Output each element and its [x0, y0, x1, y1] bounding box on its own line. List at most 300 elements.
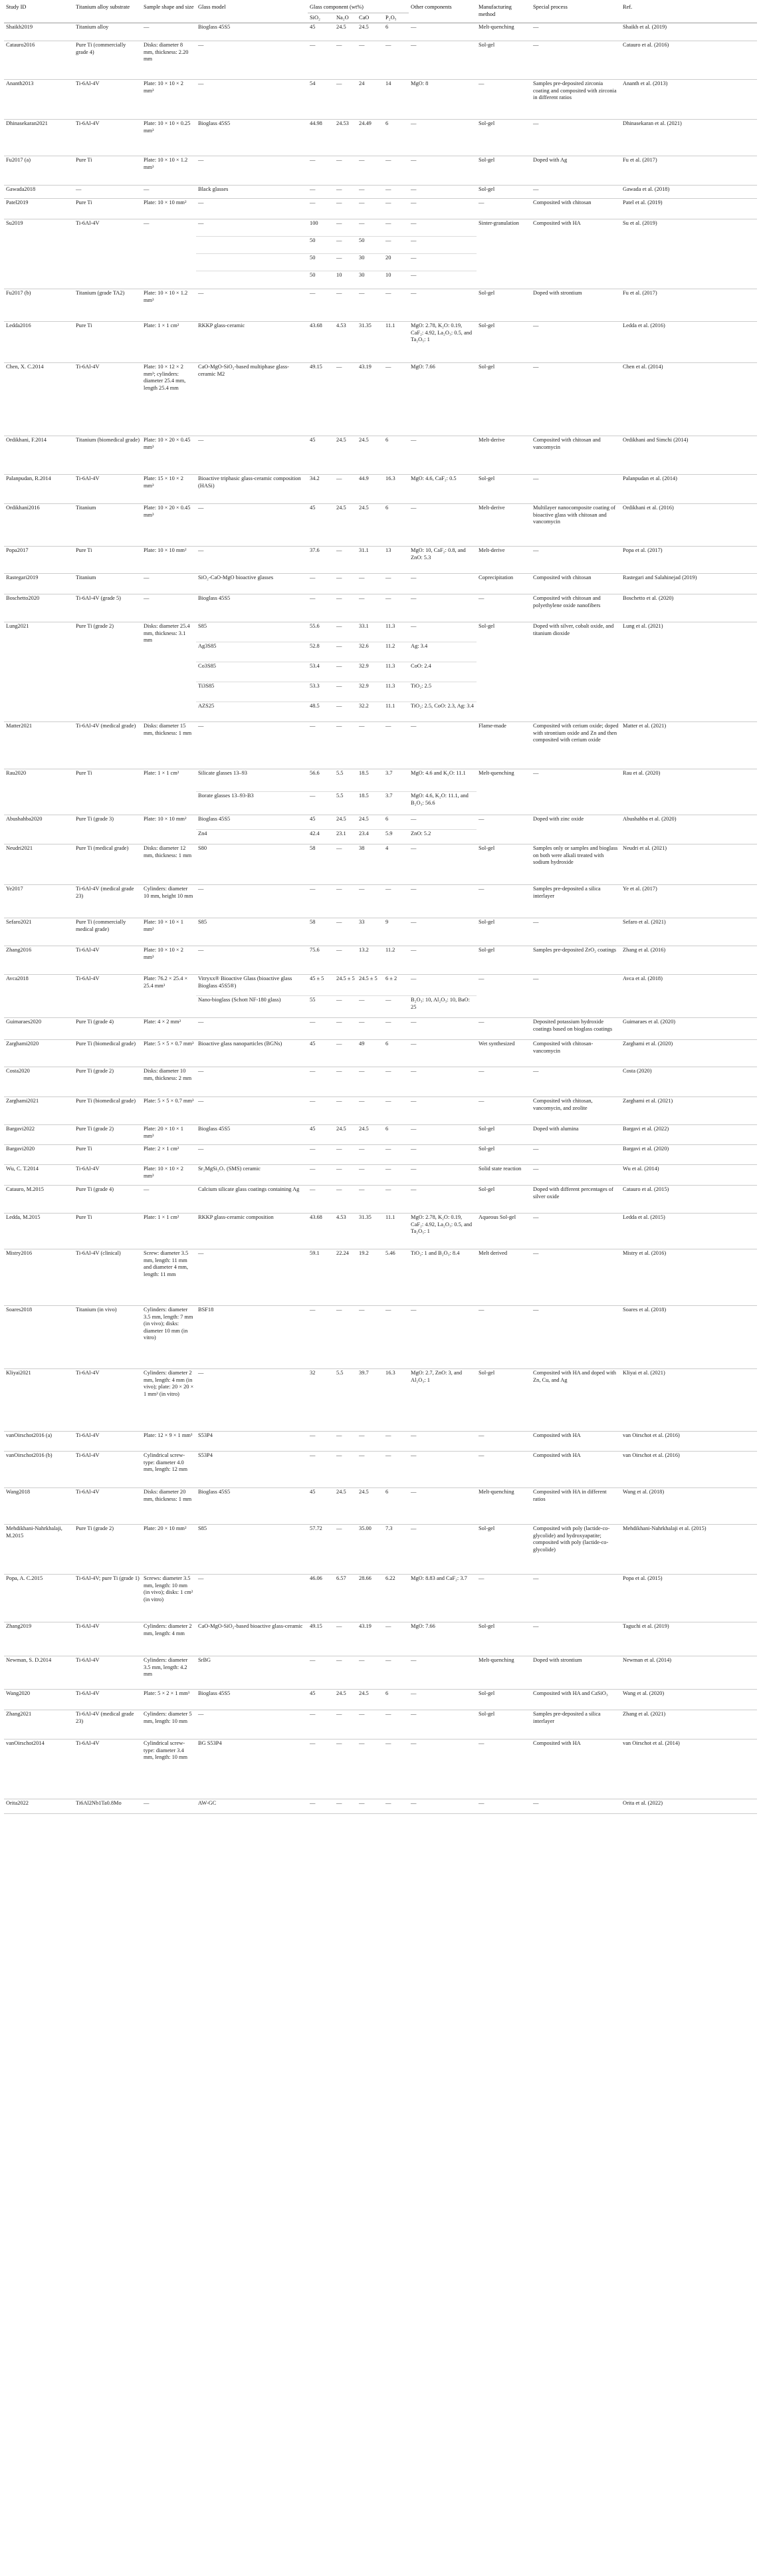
cell-sample: Plate: 10 × 10 × 2 mm³ — [142, 1165, 196, 1186]
cell-p2o5: 6 — [383, 120, 409, 156]
cell-other-components: — — [409, 504, 477, 547]
cell-study-id: Dhinasekaran2021 — [4, 120, 74, 156]
cell-other-components: — — [409, 1125, 477, 1145]
cell-glass-model: Borate glasses 13–93-B3 — [196, 792, 308, 815]
cell-sio2: 50 — [308, 271, 334, 289]
cell-method: Sol-gel — [477, 41, 531, 80]
cell-glass-model: Ti3S85 — [196, 682, 308, 702]
cell-method: Sol-gel — [477, 1186, 531, 1214]
cell-p2o5: 5.46 — [383, 1249, 409, 1306]
cell-other-components: B₂O₃: 10, Al₂O₃: 10, BaO: 25 — [409, 996, 477, 1018]
cell-ref: Chen et al. (2014) — [621, 363, 757, 436]
cell-glass-model: Bioglass 45S5 — [196, 120, 308, 156]
cell-study-id: Rau2020 — [4, 769, 74, 815]
cell-na2o: 24.5 — [334, 1690, 357, 1710]
cell-special-process: Composited with chitosan-vancomycin — [531, 1040, 621, 1067]
table-row — [4, 1432, 757, 1452]
cell-ref: Gawada et al. (2018) — [621, 186, 757, 199]
cell-method: Sol-gel — [477, 1622, 531, 1656]
cell-glass-model: — — [196, 547, 308, 574]
cell-p2o5: 9 — [383, 918, 409, 946]
cell-cao: 32.9 — [357, 662, 383, 682]
cell-special-process: Composited with chitosan — [531, 199, 621, 219]
cell-cao: 24.49 — [357, 120, 383, 156]
cell-sample: Plate: 12 × 9 × 1 mm³ — [142, 1432, 196, 1452]
cell-method: Melt-quenching — [477, 769, 531, 815]
cell-sio2: 50 — [308, 237, 334, 254]
cell-na2o: 24.53 — [334, 120, 357, 156]
cell-glass-model: — — [196, 1710, 308, 1739]
cell-ref: Wang et al. (2018) — [621, 1488, 757, 1525]
cell-cao: 23.4 — [357, 830, 383, 844]
cell-study-id: Mistry2016 — [4, 1249, 74, 1306]
table-row — [4, 722, 757, 769]
header-study-id: Study ID — [4, 1, 74, 23]
table-row — [4, 322, 757, 363]
table-row — [4, 1525, 757, 1575]
header-other: Other components — [409, 1, 477, 23]
cell-na2o: — — [334, 254, 357, 271]
cell-sample: Plate: 15 × 10 × 2 mm³ — [142, 475, 196, 504]
cell-glass-model: Bioglass 45S5 — [198, 816, 231, 823]
cell-special-process: Doped with zinc oxide — [531, 815, 621, 844]
cell-glass-model: — — [196, 722, 308, 769]
cell-ref: Guimaraes et al. (2020) — [621, 1018, 757, 1040]
cell-na2o: — — [334, 41, 357, 80]
cell-sio2: 53.4 — [308, 662, 334, 682]
cell-na2o: — — [334, 574, 357, 594]
cell-alloy: Pure Ti — [74, 156, 142, 186]
cell-p2o5: 6.22 — [383, 1575, 409, 1622]
cell-other-components: ZnO: 5.2 — [409, 830, 477, 844]
cell-na2o: — — [334, 475, 357, 504]
cell-na2o: 10 — [334, 271, 357, 289]
cell-sio2: — — [308, 289, 334, 322]
table-row — [4, 1249, 757, 1306]
header-glass-component: Glass component (wt%) — [308, 1, 409, 13]
cell-na2o: — — [334, 1018, 357, 1040]
cell-cao: 30 — [357, 271, 383, 289]
cell-p2o5: 4 — [383, 844, 409, 885]
cell-other-components: MgO: 4.6, K₂O: 11.1, and B₂O₃: 56.6 — [409, 792, 477, 815]
cell-special-process: Samples pre-deposited a silica interlayer — [531, 885, 621, 918]
cell-other-components: — — [409, 1710, 477, 1739]
cell-method: Melt-quenching — [477, 1488, 531, 1525]
cell-special-process: — — [531, 1214, 621, 1249]
cell-method: — — [477, 80, 531, 120]
cell-sio2: — — [308, 885, 334, 918]
cell-special-process: Doped with Ag — [531, 156, 621, 186]
cell-other-components: — — [411, 816, 417, 823]
cell-sio2: — — [308, 1097, 334, 1125]
cell-sio2: — — [308, 1432, 334, 1452]
cell-glass-model: Sr₂MgSi₂O₇ (SMS) ceramic — [196, 1165, 308, 1186]
cell-other-components: — — [409, 1739, 477, 1799]
cell-study-id: Wang2020 — [4, 1690, 74, 1710]
cell-p2o5: — — [383, 1710, 409, 1739]
cell-p2o5: 10 — [383, 271, 409, 289]
cell-cao: 50 — [357, 237, 383, 254]
cell-glass-model: — — [196, 80, 308, 120]
table-row — [4, 186, 757, 199]
cell-glass-model: — — [196, 41, 308, 80]
cell-method: — — [477, 1452, 531, 1488]
cell-na2o: — — [334, 80, 357, 120]
cell-ref: Fu et al. (2017) — [621, 289, 757, 322]
cell-sample: — — [142, 1799, 196, 1814]
cell-sio2: 45 — [308, 1488, 334, 1525]
cell-na2o: 24.5 — [334, 436, 357, 475]
cell-study-id: Chen, X. C.2014 — [4, 363, 74, 436]
cell-alloy: Pure Ti — [74, 769, 142, 815]
cell-other-components: MgO: 4.6, CaF₂: 0.5 — [409, 475, 477, 504]
cell-study-id: Bargavi2022 — [4, 1125, 74, 1145]
cell-method: Flame-made — [477, 722, 531, 769]
cell-special-process: — — [531, 1067, 621, 1097]
cell-sample: Plate: 10 × 10 × 1 mm³ — [142, 918, 196, 946]
cell-sample: — — [142, 23, 196, 41]
cell-alloy: Ti-6Al-4V — [74, 1488, 142, 1525]
cell-alloy: Titanium (in vivo) — [74, 1306, 142, 1369]
cell-alloy: Pure Ti (grade 4) — [74, 1186, 142, 1214]
cell-ref: Bargavi et al. (2022) — [621, 1125, 757, 1145]
cell-na2o: 6.57 — [334, 1575, 357, 1622]
cell-na2o: 24.5 — [334, 1125, 357, 1145]
cell-method: — — [477, 1067, 531, 1097]
cell-sio2: 75.6 — [308, 946, 334, 975]
cell-ref: Abushahba et al. (2020) — [621, 815, 757, 844]
cell-alloy: Titanium alloy — [74, 23, 142, 41]
cell-special-process: Composited with chitosan and vancomycin — [531, 436, 621, 475]
cell-cao: 31.35 — [357, 1214, 383, 1249]
cell-special-process: Samples pre-deposited a silica interlayer — [531, 1710, 621, 1739]
cell-method: Sol-gel — [477, 1145, 531, 1165]
cell-study-id: Ananth2013 — [4, 80, 74, 120]
header-method: Manufacturing method — [477, 1, 531, 23]
cell-sio2: — — [308, 1067, 334, 1097]
cell-other-components: — — [409, 722, 477, 769]
cell-p2o5: 7.3 — [383, 1525, 409, 1575]
cell-glass-model: — — [196, 289, 308, 322]
cell-p2o5: — — [383, 1186, 409, 1214]
cell-na2o: — — [334, 1656, 357, 1690]
cell-p2o5: 20 — [383, 254, 409, 271]
cell-sample: Cylinders: diameter 2 mm, length: 4 mm (in vivo); plate: 20 × 20 × 1 mm³ (in vitro) — [142, 1369, 196, 1432]
cell-sio2: — — [308, 156, 334, 186]
cell-other-components: — — [409, 1018, 477, 1040]
cell-study-id: Gawada2018 — [4, 186, 74, 199]
cell-study-id: Rastegari2019 — [4, 574, 74, 594]
cell-glass-model: RKKP glass-ceramic — [196, 322, 308, 363]
cell-ref: Ledda et al. (2016) — [621, 322, 757, 363]
cell-other-components: MgO: 8 — [409, 80, 477, 120]
cell-sample: Disks: diameter 15 mm, thickness: 1 mm — [142, 722, 196, 769]
cell-glass-model: S85 — [196, 1525, 308, 1575]
cell-na2o: 23.1 — [334, 830, 357, 844]
cell-glass-model: RKKP glass-ceramic composition — [196, 1214, 308, 1249]
cell-sio2: 58 — [308, 918, 334, 946]
cell-na2o: — — [334, 1306, 357, 1369]
cell-sio2: — — [308, 1165, 334, 1186]
cell-alloy: Pure Ti (medical grade) — [74, 844, 142, 885]
cell-other-components: TiO₂: 2.5, CoO: 2.3, Ag: 3.4 — [409, 702, 477, 722]
table-row — [4, 622, 757, 642]
cell-sample: Plate: 10 × 10 mm² — [142, 199, 196, 219]
cell-p2o5: 11.3 — [383, 682, 409, 702]
table-row — [4, 815, 757, 830]
cell-special-process: Composited with poly (lactide-co-glycolide) and hydroxyapatite; composited with poly (lactide-co-glycolide) — [531, 1525, 621, 1575]
cell-p2o5: — — [383, 722, 409, 769]
header-sample: Sample shape and size — [142, 1, 196, 23]
cell-p2o5: — — [383, 1622, 409, 1656]
cell-method: Sinter-granulation — [477, 219, 531, 289]
cell-alloy: Pure Ti (grade 4) — [74, 1018, 142, 1040]
cell-sample: Plate: 5 × 5 × 0.7 mm³ — [142, 1097, 196, 1125]
cell-cao: — — [357, 1018, 383, 1040]
cell-sio2: 49.15 — [308, 1622, 334, 1656]
cell-cao: — — [357, 1165, 383, 1186]
cell-sio2: 57.72 — [308, 1525, 334, 1575]
cell-method: Melt-derive — [477, 436, 531, 475]
cell-cao: 43.19 — [357, 363, 383, 436]
cell-cao: 24.5 ± 5 — [359, 975, 378, 982]
cell-na2o: 24.5 ± 5 — [336, 975, 355, 982]
cell-other-components: — — [409, 1656, 477, 1690]
cell-p2o5: 11.2 — [383, 946, 409, 975]
table-row — [4, 1369, 757, 1432]
cell-ref: Shaikh et al. (2019) — [621, 23, 757, 41]
cell-glass-model: Bioglass 45S5 — [196, 1488, 308, 1525]
table-row — [4, 1145, 757, 1165]
cell-p2o5: 11.3 — [385, 623, 395, 630]
cell-study-id: Zarghami2021 — [4, 1097, 74, 1125]
cell-sample: Plate: 76.2 × 25.4 × 25.4 mm³ — [142, 975, 196, 1018]
cell-ref: Neudri et al. (2021) — [621, 844, 757, 885]
cell-cao: 18.5 — [359, 770, 369, 777]
cell-sio2: 59.1 — [308, 1249, 334, 1306]
study-table — [4, 1, 757, 1814]
cell-method: Sol-gel — [477, 186, 531, 199]
cell-method: Solid state reaction — [477, 1165, 531, 1186]
cell-sio2: — — [308, 1799, 334, 1814]
cell-sio2: 43.68 — [308, 322, 334, 363]
cell-alloy: Ti6Al2Nb1Ta0.8Mo — [74, 1799, 142, 1814]
cell-ref: Patel et al. (2019) — [621, 199, 757, 219]
cell-p2o5: — — [383, 199, 409, 219]
cell-cao: — — [357, 722, 383, 769]
cell-p2o5: 6 — [383, 436, 409, 475]
cell-sio2: — — [308, 1452, 334, 1488]
cell-cao: — — [357, 996, 383, 1018]
cell-cao: 49 — [357, 1040, 383, 1067]
cell-special-process: Samples pre-deposited ZrO₂ coatings — [531, 946, 621, 975]
table-row — [4, 1739, 757, 1799]
cell-sample: Cylinders: diameter 2 mm, length: 4 mm — [142, 1622, 196, 1656]
cell-other-components: — — [409, 1432, 477, 1452]
header-na2o: Na₂O — [334, 13, 357, 23]
cell-p2o5: 16.3 — [383, 1369, 409, 1432]
header-p2o5: P₂O₅ — [383, 13, 409, 23]
cell-na2o: — — [334, 1067, 357, 1097]
cell-ref: Zarghami et al. (2021) — [621, 1097, 757, 1125]
cell-sio2: 100 — [310, 220, 318, 227]
cell-cao: 13.2 — [357, 946, 383, 975]
cell-study-id: Ye2017 — [4, 885, 74, 918]
cell-study-id: Wu, C. T.2014 — [4, 1165, 74, 1186]
cell-cao: 19.2 — [357, 1249, 383, 1306]
table-row — [4, 219, 757, 237]
cell-sio2: — — [308, 41, 334, 80]
cell-alloy: Ti-6Al-4V — [74, 120, 142, 156]
cell-study-id: Popa2017 — [4, 547, 74, 574]
cell-study-id: vanOirschot2014 — [4, 1739, 74, 1799]
cell-study-id: Su2019 — [4, 219, 74, 289]
cell-ref: Mistry et al. (2016) — [621, 1249, 757, 1306]
cell-sample: — — [142, 1186, 196, 1214]
cell-na2o: — — [334, 1452, 357, 1488]
cell-method: — — [477, 1306, 531, 1369]
cell-sio2: 56.6 — [310, 770, 320, 777]
cell-ref: van Oirschot et al. (2014) — [621, 1739, 757, 1799]
cell-glass-model: AW-GC — [196, 1799, 308, 1814]
cell-p2o5: 5.9 — [383, 830, 409, 844]
cell-glass-model: — — [196, 199, 308, 219]
cell-sample: Disks: diameter 25.4 mm, thickness: 3.1 mm — [142, 622, 196, 722]
cell-method: — — [477, 975, 531, 1018]
cell-cao: 24.5 — [357, 504, 383, 547]
cell-alloy: Ti-6Al-4V — [74, 475, 142, 504]
cell-other-components: — — [409, 199, 477, 219]
cell-sio2: 45 — [308, 436, 334, 475]
cell-sio2: — — [308, 199, 334, 219]
cell-p2o5: — — [383, 1432, 409, 1452]
cell-sio2: 49.15 — [308, 363, 334, 436]
cell-sio2: 52.8 — [308, 642, 334, 662]
cell-alloy: Ti-6Al-4V — [74, 80, 142, 120]
cell-p2o5: 3.7 — [385, 770, 393, 777]
cell-p2o5: — — [383, 1306, 409, 1369]
cell-other-components: — — [411, 975, 417, 982]
cell-cao: — — [357, 156, 383, 186]
cell-ref: Fu et al. (2017) — [621, 156, 757, 186]
cell-special-process: — — [531, 547, 621, 574]
table-row — [4, 1125, 757, 1145]
cell-other-components: MgO: 8.83 and CaF₂: 3.7 — [409, 1575, 477, 1622]
cell-special-process: Composited with HA — [531, 219, 621, 289]
cell-na2o: — — [334, 156, 357, 186]
cell-special-process: — — [531, 1622, 621, 1656]
cell-glass-model: S53P4 — [196, 1452, 308, 1488]
cell-p2o5: 11.1 — [383, 1214, 409, 1249]
cell-na2o: — — [334, 1145, 357, 1165]
cell-ref: Su et al. (2019) — [621, 219, 757, 289]
cell-sio2: 44.98 — [308, 120, 334, 156]
cell-cao: — — [357, 1432, 383, 1452]
cell-alloy: Pure Ti (grade 2) — [74, 1525, 142, 1575]
cell-method: — — [477, 885, 531, 918]
cell-na2o: — — [334, 237, 357, 254]
cell-other-components: — — [409, 237, 477, 254]
cell-method: Sol-gel — [477, 1690, 531, 1710]
cell-cao: 33 — [357, 918, 383, 946]
cell-method: Sol-gel — [477, 1369, 531, 1432]
cell-sample: Plate: 1 × 1 cm² — [142, 1214, 196, 1249]
cell-glass-model: — — [196, 1575, 308, 1622]
cell-method: — — [477, 1739, 531, 1799]
table-row — [4, 1799, 757, 1814]
cell-na2o: — — [334, 642, 357, 662]
cell-cao: — — [357, 1097, 383, 1125]
cell-other-components: — — [409, 120, 477, 156]
cell-glass-model: Black glasses — [196, 186, 308, 199]
cell-other-components: — — [409, 436, 477, 475]
cell-alloy: Ti-6Al-4V — [74, 1369, 142, 1432]
cell-ref: Dhinasekaran et al. (2021) — [621, 120, 757, 156]
cell-na2o: — — [334, 722, 357, 769]
cell-p2o5: — — [383, 885, 409, 918]
cell-alloy: Pure Ti (commercially grade 4) — [74, 41, 142, 80]
cell-method: Sol-gel — [477, 289, 531, 322]
cell-glass-model: Zn4 — [196, 830, 308, 844]
cell-other-components: MgO: 2.7, ZnO: 3, and Al₂O₃: 1 — [409, 1369, 477, 1432]
cell-other-components: MgO: 2.78, K₂O: 0.19, CaF₂: 4.92, La₂O₃: 0.5, and Ta₂O₅: 1 — [409, 322, 477, 363]
cell-other-components: — — [409, 289, 477, 322]
cell-cao: 24 — [357, 80, 383, 120]
cell-ref: Bargavi et al. (2020) — [621, 1145, 757, 1165]
cell-p2o5: — — [383, 1799, 409, 1814]
cell-na2o: 4.53 — [334, 322, 357, 363]
cell-sio2: — — [308, 1145, 334, 1165]
cell-glass-model: — — [196, 1018, 308, 1040]
cell-na2o: — — [334, 1040, 357, 1067]
cell-method: Sol-gel — [477, 363, 531, 436]
cell-p2o5: 14 — [383, 80, 409, 120]
header-sio2: SiO₂ — [308, 13, 334, 23]
cell-other-components: — — [409, 254, 477, 271]
cell-method: Melt-derive — [477, 547, 531, 574]
cell-glass-model: Bioglass 45S5 — [196, 1125, 308, 1145]
table-row — [4, 547, 757, 574]
cell-p2o5: — — [383, 594, 409, 622]
cell-p2o5: — — [383, 1067, 409, 1097]
cell-other-components: — — [409, 1525, 477, 1575]
cell-ref: Ananth et al. (2013) — [621, 80, 757, 120]
cell-special-process: Doped with alumina — [531, 1125, 621, 1145]
cell-other-components: — — [411, 220, 417, 227]
cell-na2o: — — [334, 1432, 357, 1452]
cell-cao: 24.5 — [359, 816, 369, 823]
cell-ref: Orita et al. (2022) — [621, 1799, 757, 1814]
cell-p2o5: — — [383, 996, 409, 1018]
cell-sio2: 45 ± 5 — [310, 975, 324, 982]
cell-alloy: Pure Ti (grade 3) — [74, 815, 142, 844]
cell-sample: — — [142, 219, 196, 289]
cell-study-id: Zhang2021 — [4, 1710, 74, 1739]
cell-glass-model: S80 — [196, 844, 308, 885]
cell-ref: Kliyai et al. (2021) — [621, 1369, 757, 1432]
cell-alloy: Ti-6Al-4V — [74, 1622, 142, 1656]
cell-special-process: Doped with different percentages of silver oxide — [531, 1186, 621, 1214]
cell-sio2: 46.06 — [308, 1575, 334, 1622]
cell-ref: van Oirschot et al. (2016) — [621, 1432, 757, 1452]
cell-alloy: Pure Ti (biomedical grade) — [74, 1097, 142, 1125]
cell-other-components: — — [409, 1097, 477, 1125]
cell-other-components: — — [409, 1165, 477, 1186]
cell-method: Sol-gel — [477, 918, 531, 946]
cell-glass-model: — — [196, 1369, 308, 1432]
cell-alloy: Ti-6Al-4V — [74, 1432, 142, 1452]
cell-special-process: — — [531, 363, 621, 436]
